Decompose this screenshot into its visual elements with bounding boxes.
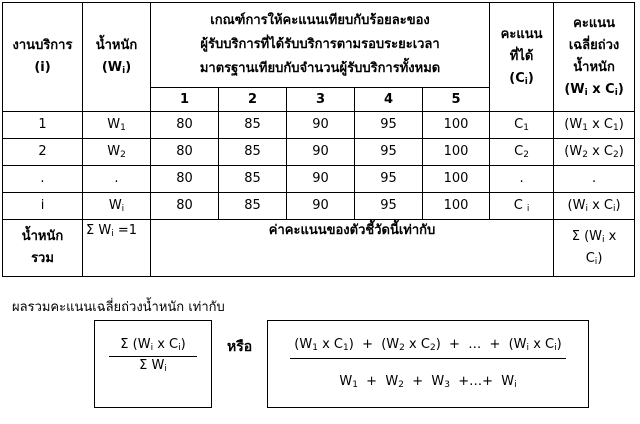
fr-plus1: + [353,337,382,352]
fr-n3-sub2: i [554,343,557,353]
footer-weight-total-label [3,220,83,277]
row-c-sub: 2 [523,150,529,160]
row-wc-mid: x C [587,144,614,159]
row-c-main: C [514,117,524,132]
fl-num-close: ) [180,337,186,352]
footer-total-open: Σ (W [571,229,603,244]
header-avg-line3: น้ำหนัก [573,60,615,75]
row-score-3: 90 [287,166,355,193]
row-score-1: 80 [151,139,219,166]
row-service-cell: i [3,193,83,220]
row-weight-cell [83,139,151,166]
fr-n1-sub2: 1 [343,343,349,353]
header-criteria-cell [151,3,490,88]
table-footer-row [3,220,635,277]
formula-box-right [267,320,589,408]
header-weighted-avg-cell [554,3,635,112]
footer-sum-sub: i [111,229,114,239]
row-score-2: 85 [219,193,287,220]
header-avg-sub1: i [584,88,588,98]
header-weight-line1: น้ำหนัก [95,38,138,53]
footer-total-line2-rest: ) [597,251,603,266]
row-wc-open: (W [564,117,583,132]
header-avg-open: (W [564,82,585,97]
row-c-cell [490,112,554,139]
fl-num-prefix: Σ (W [120,337,151,352]
row-weight-cell [83,166,151,193]
footer-label-line2: รวม [31,251,54,266]
row-score-5: 100 [423,166,490,193]
table-row [3,139,635,166]
row-score-4: 95 [355,166,423,193]
formula-right-numerator [268,337,588,352]
header-avg-line1: คะแนน [573,16,615,31]
row-wc-open: (W [564,144,583,159]
row-wc-mid: x C [587,198,614,213]
header-service-line2: (i) [34,60,51,75]
row-service-cell: . [3,166,83,193]
table-row [3,193,635,220]
header-score-sub: i [524,77,528,87]
footer-total-sub1: i [602,235,605,245]
footer-sum-main: Σ W [86,223,112,238]
fr-n2-open: (W [381,337,400,352]
table-row [3,112,635,139]
row-wc-close: ) [618,144,624,159]
row-wc-sub1: 2 [582,150,588,160]
fl-num-sub2: i [178,343,181,353]
header-score-cell [490,3,554,112]
header-criteria-line1: เกณฑ์การให้คะแนนเทียบกับร้อยละของ [210,13,430,28]
row-weight-main: . [114,171,119,186]
fr-d2-sub: 2 [398,380,404,390]
footer-total-c: C [585,251,595,266]
row-weight-sub: i [121,204,125,214]
fr-n1-mid: x C [317,337,343,352]
row-wc-cell [554,166,635,193]
or-word: หรือ [227,339,253,355]
level-cell-3: 3 [287,88,355,112]
row-c-cell [490,166,554,193]
header-criteria-line3: มาตรฐานเทียบกับจำนวนผู้รับบริการทั้งหมด [199,61,441,76]
header-avg-line4 [554,79,634,101]
formula-right-fraction-bar [290,358,566,359]
fr-n2-close: ) [435,337,441,352]
row-score-2: 85 [219,166,287,193]
row-score-1: 80 [151,166,219,193]
row-score-5: 100 [423,139,490,166]
fr-n1-open: (W [294,337,313,352]
header-weight-cell [83,3,151,112]
row-wc-mid: x C [587,117,614,132]
row-score-3: 90 [287,193,355,220]
row-wc-sub2: 1 [613,123,619,133]
header-avg-sub2: i [614,88,618,98]
fr-n1-close: ) [348,337,354,352]
header-service-line1: งานบริการ [12,38,73,53]
row-score-2: 85 [219,112,287,139]
header-avg-mid: x C [587,82,615,97]
formula-left-fraction-bar [109,356,197,357]
row-c-main: C [514,144,524,159]
row-wc-close: ) [615,198,621,213]
level-cell-5: 5 [423,88,490,112]
fr-n2-sub2: 2 [429,343,436,353]
formula-box-left [94,320,212,408]
level-cell-2: 2 [219,88,287,112]
footer-label-line1: น้ำหนัก [21,229,64,244]
weighted-score-table [2,2,635,277]
header-score-main: (C [509,71,525,86]
row-c-cell [490,139,554,166]
formula-left-denominator [95,358,211,373]
row-score-3: 90 [287,139,355,166]
level-cell-4: 4 [355,88,423,112]
row-score-2: 85 [219,139,287,166]
row-c-main: C [513,198,527,213]
row-score-5: 100 [423,112,490,139]
formula-right-denominator [268,374,588,389]
row-wc-sub2: i [613,204,616,214]
row-weight-main: W [107,117,121,132]
row-weight-main: W [108,198,122,213]
row-wc-cell [554,139,635,166]
fr-d4-sub: i [514,380,517,390]
row-c-sub: i [526,204,530,214]
row-wc-close: ) [618,117,624,132]
row-wc-sub2: 2 [613,150,619,160]
row-service-cell: 2 [3,139,83,166]
fl-num-sub1: i [150,343,154,353]
footer-sum-rest: =1 [113,223,138,238]
header-score-line3 [490,68,553,90]
footer-total-line1-rest: x [604,229,617,244]
row-weight-sub: 1 [120,123,126,133]
fr-d-plus1: + [357,374,386,389]
fr-d1-sub: 1 [352,380,358,390]
fr-d4-main: W [501,374,515,389]
fr-n3-close: ) [556,337,562,352]
fr-plus2: + … + [440,337,509,352]
fr-d1-main: W [339,374,353,389]
row-score-1: 80 [151,112,219,139]
fr-d3-sub: 3 [444,380,450,390]
fr-n3-sub1: i [526,343,530,353]
fr-n1-sub1: 1 [312,343,318,353]
row-weight-cell [83,112,151,139]
row-weight-main: W [107,144,121,159]
table-header-row [3,3,635,88]
table-row [3,166,635,193]
header-weight-main: (W [101,60,123,75]
footer-sum-weights [83,220,151,277]
header-weight-close: ) [125,60,132,75]
header-score-close: ) [527,71,534,86]
fr-d-plus3: +…+ [449,374,502,389]
formula-left-numerator [95,337,211,352]
fr-n2-mid: x C [404,337,430,352]
fl-num-mid: x C [153,337,179,352]
header-avg-close: ) [617,82,624,97]
row-wc-open: (W [567,198,586,213]
row-wc-sub1: i [585,204,588,214]
footer-total-sub2: i [594,257,598,267]
row-score-4: 95 [355,139,423,166]
fr-d2-main: W [385,374,399,389]
row-c-main: . [519,171,524,186]
row-wc-cell [554,193,635,220]
row-score-5: 100 [423,193,490,220]
fr-n2-sub1: 2 [399,343,405,353]
header-avg-line2: เฉลี่ยถ่วง [568,38,620,53]
fl-den-sub: i [164,364,167,374]
header-service-cell [3,3,83,112]
fr-d-plus2: + [403,374,432,389]
row-wc-sub1: 1 [582,123,588,133]
header-score-line1: คะแนน [500,27,543,42]
footer-indicator-text: ค่าคะแนนของตัวชี้วัดนี้เท่ากับ [268,223,436,238]
footer-total-cell [554,220,635,277]
header-criteria-line2: ผู้รับบริการที่ได้รับบริการตามรอบระยะเวลา [200,37,440,52]
level-cell-1: 1 [151,88,219,112]
row-score-4: 95 [355,112,423,139]
row-c-cell [490,193,554,220]
row-weight-sub: 2 [120,150,126,160]
fr-n3-mid: x C [529,337,555,352]
row-score-1: 80 [151,193,219,220]
footer-total-line1 [554,226,634,248]
row-wc-open: . [591,171,597,186]
fl-den-main: Σ W [139,358,165,373]
fr-d3-main: W [431,374,445,389]
row-score-3: 90 [287,112,355,139]
footer-total-line2 [554,248,634,270]
header-weight-line2 [83,57,150,79]
fr-n3-open: (W [508,337,527,352]
row-score-4: 95 [355,193,423,220]
row-weight-cell [83,193,151,220]
footer-indicator-cell [151,220,554,277]
header-weight-sub: i [122,66,126,76]
row-service-cell: 1 [3,112,83,139]
header-score-line2: ที่ได้ [509,49,534,64]
row-wc-cell [554,112,635,139]
summary-text: ผลรวมคะแนนเฉลี่ยถ่วงน้ำหนัก เท่ากับ [12,300,225,315]
row-c-sub: 1 [523,123,529,133]
